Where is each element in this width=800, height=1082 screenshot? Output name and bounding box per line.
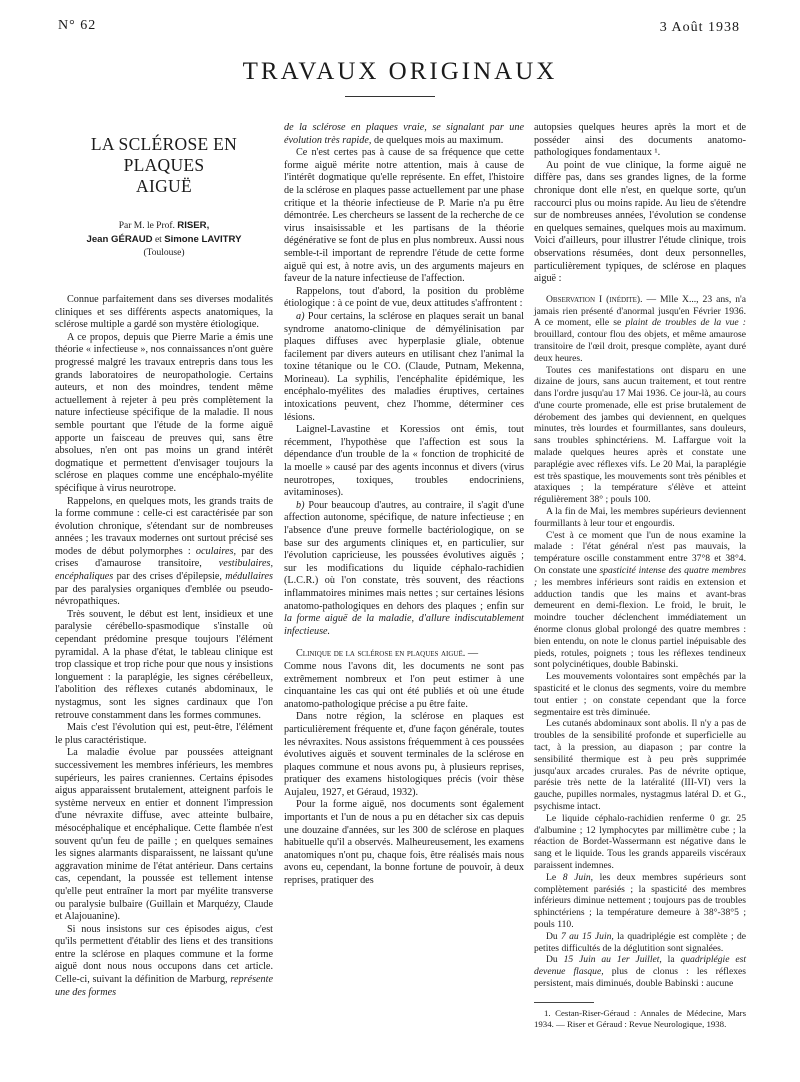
column-1 [55,122,273,999]
issue-date: 3 Août 1938 [659,20,740,35]
paragraph: Rappelons, en quelques mots, les grands traits de la forme commune : celle-ci est caractérisée par son évolution chronique, s'étendant sur de nombreuses années ; les travaux modernes ont surtout précisé ses modes de début polymorphes : oculaires, par des crises d'amaurose transitoire, vestibulaires, encéphaliques par des crises d'épilepsie, médullaires par des paralysies organiques d'emblée ou pseudo-névropathiques. [55,495,273,608]
observation-paragraph: Le liquide céphalo-rachidien renferme 0 gr. 25 d'albumine ; 12 lymphocytes par millimètre cube ; la réaction de Bordet-Wassermann est négative dans le sang et le liquide. Tous les grands appareils viscéraux paraissent indemnes. [534,812,746,871]
observation-paragraph: Du 7 au 15 Juin, la quadriplégie est complète ; de petites difficultés de la déglutition sont signalées. [534,930,747,954]
paragraph: Laignel-Lavastine et Koressios ont émis, tout récemment, l'hypothèse que l'affection est sous la dépendance d'un trouble de la « fonction de trophicité de la moelle » causé par des agents inconnus et divers (virus neurotropes, toxiques, troubles endocriniens, avitaminoses). [284,424,524,499]
paragraph: autopsies quelques heures après la mort et de posséder ainsi des documents anatomo-pathologiques fondamentaux ¹. [534,122,746,159]
observation-paragraph: Les cutanés abdominaux sont abolis. Il n'y a pas de troubles de la sensibilité profonde et superficielle au tact, à la pression, au diapason ; par contre la sensibilité thermique est à peu près supprimée jusqu'aux arcades crurales. Pas de névrite optique, parésie très nette de la latéralité (III-VI) vers la gauche, pupilles normales, nystagmus latéral D. et G., psychisme intact. [534,718,746,812]
title-rule [345,96,435,97]
observation-paragraph: A la fin de Mai, les membres supérieurs deviennent fourmillants à leur tour et engourdis. [534,506,746,529]
observation-paragraph: Le 8 Juin, les deux membres supérieurs sont complètement parésiés ; la spasticité des membres inférieurs diminue nettement ; toujours pas de troubles sphinctériens ; la température demeure à 38°-38°5 ; pouls 110. [534,871,746,930]
affiliation: (Toulouse) [143,248,185,258]
observation-paragraph: C'est à ce moment que l'un de nous examine la malade : l'état général n'est pas mauvais, la température oscille constamment entre 37°8 et 38°4. On constate une spasticité intense des quatre membres ; les membres inférieurs sont raidis en extension et adduction tandis que les mains et avant-bras demeurent en demi-flexion. Le froid, le bruit, le moindre toucher déclenchent immédiatement un énorme clonus global prolongé des quatre membres : bien entendu, on note le clonus partiel inépuisable des pieds, rotules, poignets ; tous les réflexes tendineux sont polycinétiques, double Babinski. [534,529,746,671]
column-2 [284,122,524,888]
paragraph: La maladie évolue par poussées atteignant successivement les membres inférieurs, les membres supérieurs, les paires craniennes. Certains épisodes aigus apparaissent brutalement, atteignent parfois le système nerveux en entier et donnent l'impression d'une névraxite diffuse, avec atteinte bulbaire, mésocéphalique et encéphalique. Cette flambée n'est souvent qu'un feu de paille ; en quelques semaines les signes alarmants disparaissent, ne laissant qu'une aggravation minime de l'état antérieur. Dans certains cas, cependant, la poussée est tellement intense qu'elle peut entraîner la mort par myélite transverse ou paralysie bulbaire (Guillain et Marquézy, Claude et Alajouanine). [55,747,273,923]
author-geraud: Jean GÉRAUD [86,234,153,245]
article-authors [55,219,273,260]
paragraph: Si nous insistons sur ces épisodes aigus, c'est qu'ils permettent d'établir des liens et des transitions entre la sclérose en plaques commune et la forme aiguë dont nous nous occupons dans cet article. Celle-ci, suivant la définition de Marburg, représente une des formes [55,923,273,998]
article-title-line1: LA SCLÉROSE EN PLAQUES [90,134,238,175]
paragraph: Comme nous l'avons dit, les documents ne sont pas extrêmement nombreux et l'on peut estimer à une cinquantaine les cas qui ont été publiés et où une étude anatomo-pathologique précise a pu être faite. [284,660,524,710]
article-title-line2: AIGUË [136,176,192,196]
author-riser: RISER, [177,220,210,231]
paragraph: Rappelons, tout d'abord, la position du problème étiologique : à ce point de vue, deux attitudes s'affrontent : [284,285,524,310]
observation-1 [534,294,746,990]
paragraph: Dans notre région, la sclérose en plaques est particulièrement fréquente et, d'une façon générale, toutes les névraxites. Nous assistons fréquemment à ces poussées évolutives aiguës et souvent terminales de la sclérose en plaques commune et nous avons pu, à plusieurs reprises, pratiquer des examens histologiques précis (voir thèse Aujaleu, 1927, et Géraud, 1932). [284,711,524,798]
footnote: 1. Cestan-Riser-Géraud : Annales de Médecine, Mars 1934. — Riser et Géraud : Revue Neurologique, 1938. [534,1007,746,1029]
paragraph: de la sclérose en plaques vraie, se signalant par une évolution très rapide, de quelques mois au maximum. [284,122,524,146]
section-title: TRAVAUX ORIGINAUX [242,58,558,85]
author-lavitry: Simone LAVITRY [164,234,242,245]
article-title [55,134,273,197]
paragraph: Ce n'est certes pas à cause de sa fréquence que cette forme aiguë mérite notre attention, mais à cause de l'intérêt dogmatique qu'elle représente. En effet, l'histoire de la sclérose en plaques passe actuellement par une phase critique et la théorie infectieuse de P. Marie n'a pu être démontrée. Les chercheurs se lassent de la recherche de ce virus insaisissable et les partisans de la théorie dégénérative se font de plus en plus nombreux. Aussi nous semble-t-il important de reprendre l'étude de cette forme aiguë qui est, à notre avis, un des arguments majeurs en faveur de la nature infectieuse de l'affection. [284,147,524,285]
paragraph: Au point de vue clinique, la forme aiguë ne diffère pas, dans ses grandes lignes, de la forme chronique dont elle n'est, en quelque sorte, qu'un raccourci plus ou moins rapide. Au lieu de s'étendre sur de nombreuses années, l'évolution se condense en quelques semaines, quelques mois au maximum. Voici d'ailleurs, pour illustrer l'étude clinique, trois observations résumées, dont deux personnelles, particulièrement typiques, de sclérose en plaques aiguë : [534,159,746,285]
paragraph: b) Pour beaucoup d'autres, au contraire, il s'agit d'une affection autonome, spécifique, de nature infectieuse ; en l'absence d'une preuve formelle bactériologique, on se base sur des arguments cliniques et, en particulier, sur l'évolution capricieuse, les poussées évolutives aiguës ; sur les modifications du liquide céphalo-rachidien (L.C.R.) où l'on constate, très souvent, des réactions inflammatoires minimes mais nettes ; sur certaines lésions anatomo-pathologiques en dehors des plaques ; enfin sur la forme aiguë de la maladie, d'allure indiscutablement infectieuse. [284,499,524,637]
authors-prefix: Par M. le Prof. [118,221,175,231]
observation-paragraph: Toutes ces manifestations ont disparu en une dizaine de jours, sans aucun traitement, et tout rentre dans l'ordre jusqu'au 17 Mai 1936. Ce jour-là, au cours d'une courte promenade, elle est prise brutalement de dérobement des jambes qui deviennent, en quelques minutes, très lourdes et fourmillantes, sans douleurs, sans troubles sphinctériens. M. Laffargue voit la malade quelques heures après et constate une paraplégie avec réflexes vifs. Le 20 Mai, la paraplégie est très spastique, les mouvements sont très pénibles et ataxiques ; la température s'élève et atteint régulièrement 38° ; pouls 100. [534,364,746,506]
authors-et: et [154,235,162,245]
paragraph: Mais c'est l'évolution qui est, peut-être, l'élément le plus caractéristique. [55,722,273,746]
issue-number: N° 62 [58,18,97,33]
paragraph: a) Pour certains, la sclérose en plaques serait un banal syndrome anatomo-clinique de démyélinisation par plaques diffuses avec hyperplasie gliale, obtenue facilement par divers auteurs en utilisant chez l'animal la toxine tétanique ou le CO. (Claude, Putnam, Mekenna, Morineau). La syphilis, l'encéphalite épidémique, les encéphalo-myélites des maladies éruptives, certaines intoxications peuvent, chez l'homme, déterminer ces lésions. [284,310,524,423]
paragraph: Très souvent, le début est lent, insidieux et une paralysie cérébello-spasmodique s'installe où cependant prédomine presque toujours l'élément pyramidal. A la phase d'état, le tableau clinique est trop classique et trop riche pour que nous y insistions longuement : la paraplégie, les signes cérébelleux, l'abolition des réflexes cutanés abdominaux, le nystagmus, sont les signes cardinaux que l'on retrouve constamment dans les formes communes. [55,608,273,721]
column-3 [534,122,746,1030]
observation-paragraph: Du 15 Juin au 1er Juillet, la quadriplégie est devenue flasque, plus de clonus : les réflexes persistent, mais diminués, double Babinski : aucune [534,954,747,989]
paragraph: A ce propos, depuis que Pierre Marie a émis une théorie « infectieuse », nos connaissances n'ont guère progressé malgré les travaux entrepris dans tous les grands laboratoires de neuropathologie. Certains auteurs, et non des moindres, tendent même actuellement à rejeter à peu près complètement la nature infectieuse spécifique de la maladie. Il nous semble pourtant que l'étude de la forme aiguë apporte un faisceau de preuves qui, sans être absolues, n'en ont pas moins un grand intérêt dogmatique et permettent d'envisager toujours la sclérose en plaques comme une encéphalo-myélite spécifique à virus neurotrope. [55,331,273,494]
observation-heading: Observation I (inédite). — [546,293,657,305]
paragraph: Pour la forme aiguë, nos documents sont également importants et l'un de nous a pu en détacher six cas depuis une douzaine d'années, sur les 300 de sclérose en plaques habituelle qu'il a observés. Malheureusement, les examens anatomiques n'ont pu, chaque fois, être réalisés mais nous avons eu, cependant, la bonne fortune de pouvoir, à deux reprises, pratiquer des [284,799,524,887]
observation-paragraph: Les mouvements volontaires sont empêchés par la spasticité et le clonus des segments, voire du membre tout entier ; on constate cependant que la force segmentaire est très diminuée. [534,671,746,718]
subheading-clinique: Clinique de la sclérose en plaques aiguë. — [296,648,479,660]
paragraph: Connue parfaitement dans ses diverses modalités cliniques et ses différents aspects anatomiques, la sclérose multiple a gardé son mystère étiologique. [55,294,273,331]
observation-paragraph: Observation I (inédite). — Mlle X..., 23 ans, n'a jamais rien présenté d'anormal jusqu'en Février 1936. A ce moment, elle se plaint de troubles de la vue : brouillard, contour flou des objets, et même amaurose transitoire de l'œil droit, presque complète, ayant duré deux heures. [534,293,746,364]
footnote-rule [534,1002,594,1003]
